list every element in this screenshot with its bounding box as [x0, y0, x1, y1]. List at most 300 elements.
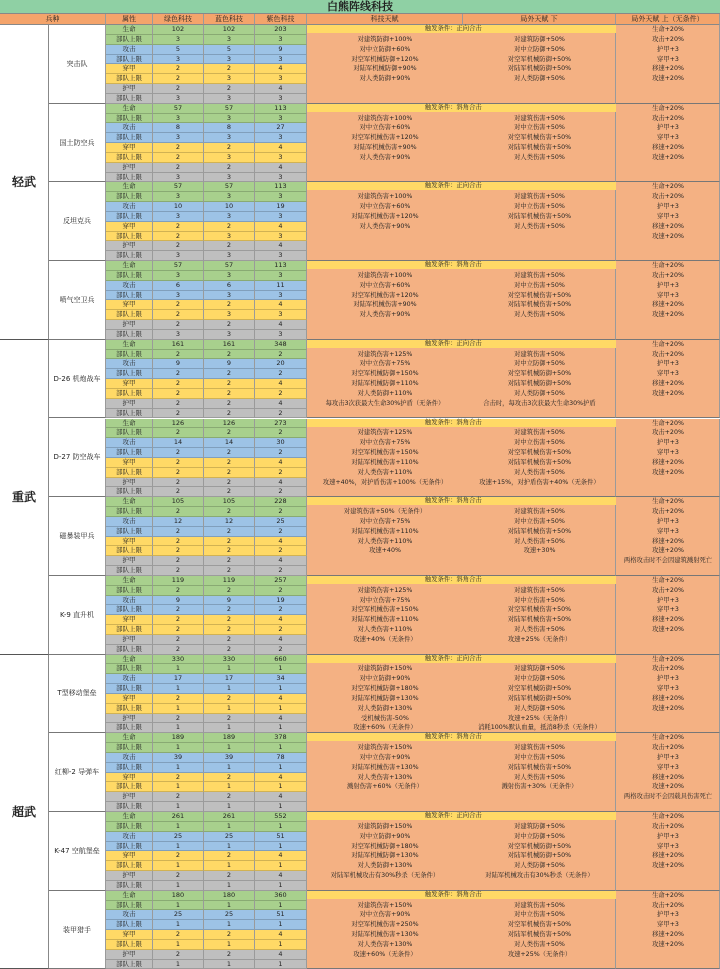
- outer-upper-line: 穿甲+3: [657, 527, 679, 535]
- outer-upper-line: 移速+20%: [652, 65, 684, 73]
- green-tech-value: 2: [153, 369, 204, 379]
- outer-lower-line: 对空军机械防御+50%: [507, 370, 572, 378]
- purple-tech-value: 3: [255, 74, 307, 84]
- unit-name: 磁暴装甲兵: [49, 497, 106, 576]
- outer-lower-line: 对空军机械防御+50%: [507, 685, 572, 693]
- green-tech-value: 180: [153, 891, 204, 901]
- header-attribute: 属性: [106, 14, 153, 25]
- purple-tech-value: 113: [255, 261, 307, 271]
- attr-label-penetration: 穿甲: [106, 615, 153, 625]
- tech-talent-line: 对陆军机械伤害+90%: [353, 144, 417, 152]
- blue-tech-value: 1: [204, 822, 255, 832]
- outer-upper-line: 攻击+20%: [652, 822, 684, 830]
- outer-lower-line: 对空军机械伤害+50%: [507, 134, 572, 142]
- attr-label-troop-cap: 部队上限: [106, 212, 153, 222]
- green-tech-value: 10: [153, 202, 204, 212]
- blue-tech-value: 2: [204, 163, 255, 173]
- green-tech-value: 105: [153, 497, 204, 507]
- attr-label-troop-cap: 部队上限: [106, 743, 153, 753]
- outer-lower-line: 攻速+15%，对护盾伤害+40%（无条件）: [479, 478, 600, 486]
- tech-talent-line: 对空军机械防御+150%: [351, 370, 419, 378]
- outer-upper-extra: 两格攻击时不会因载具伤害死亡: [623, 793, 713, 801]
- blue-tech-value: 2: [204, 320, 255, 330]
- purple-tech-value: 2: [255, 369, 307, 379]
- attr-label-penetration: 穿甲: [106, 537, 153, 547]
- attr-label-life: 生命: [106, 340, 153, 350]
- attr-label-troop-cap: 部队上限: [106, 94, 153, 104]
- outer-lower-line: 对中立防御+50%: [514, 675, 565, 683]
- outer-upper-line: 穿甲+3: [657, 685, 679, 693]
- tech-talent-line: 攻速+40%（无条件）: [353, 635, 417, 643]
- attr-label-life: 生命: [106, 104, 153, 114]
- outer-upper-line: 移速+20%: [652, 616, 684, 624]
- blue-tech-value: 2: [204, 930, 255, 940]
- tech-talent-line: 对人类伤害+90%: [359, 311, 411, 319]
- green-tech-value: 3: [153, 35, 204, 45]
- tech-talent-line: 对空军机械防御+120%: [351, 55, 419, 63]
- green-tech-value: 3: [153, 212, 204, 222]
- outer-upper-line: 护甲+3: [657, 439, 679, 447]
- outer-upper-line: 攻击+20%: [652, 665, 684, 673]
- blue-tech-value: 3: [204, 133, 255, 143]
- green-tech-value: 2: [153, 851, 204, 861]
- purple-tech-value: 4: [255, 694, 307, 704]
- green-tech-value: 2: [153, 537, 204, 547]
- green-tech-value: 2: [153, 222, 204, 232]
- purple-tech-value: 20: [255, 359, 307, 369]
- tech-talent-line: 攻速+60%（无条件）: [353, 950, 417, 958]
- outer-lower-line: 对建筑伤害+50%: [514, 193, 565, 201]
- blue-tech-value: 2: [204, 556, 255, 566]
- green-tech-value: 2: [153, 74, 204, 84]
- attr-label-troop-cap: 部队上限: [106, 369, 153, 379]
- blue-tech-value: 2: [204, 487, 255, 497]
- outer-lower-line: 攻速+25%（无条件）: [507, 635, 572, 643]
- tech-talent-line: 对建筑防御+150%: [357, 822, 413, 830]
- tech-talent-line: 对人类伤害+130%: [357, 773, 413, 781]
- green-tech-value: 39: [153, 753, 204, 763]
- attr-label-penetration: 穿甲: [106, 694, 153, 704]
- tech-talent-line: 对人类防御+110%: [357, 389, 413, 397]
- blue-tech-value: 105: [204, 497, 255, 507]
- attr-label-troop-cap: 部队上限: [106, 901, 153, 911]
- blue-tech-value: 2: [204, 143, 255, 153]
- outer-upper-line: 移速+20%: [652, 380, 684, 388]
- attr-label-life: 生命: [106, 812, 153, 822]
- green-tech-value: 12: [153, 517, 204, 527]
- tech-talent-line: 对中立伤害+60%: [359, 281, 411, 289]
- outer-lower-line: 对中立防御+50%: [514, 360, 565, 368]
- green-tech-value: 2: [153, 556, 204, 566]
- blue-tech-value: 17: [204, 674, 255, 684]
- blue-tech-value: 102: [204, 25, 255, 35]
- header-tech-talent: 科技天赋: [307, 14, 463, 25]
- purple-tech-value: 4: [255, 635, 307, 645]
- attr-label-penetration: 穿甲: [106, 379, 153, 389]
- unit-name: K-47 空航堡垒: [49, 812, 106, 891]
- tech-talent-line: 对中立伤害+90%: [359, 911, 411, 919]
- blue-tech-value: 3: [204, 94, 255, 104]
- green-tech-value: 2: [153, 468, 204, 478]
- tech-talent-line: 对建筑伤害+100%: [357, 114, 413, 122]
- outer-upper-line: 移速+20%: [652, 694, 684, 702]
- attr-label-troop-cap: 部队上限: [106, 723, 153, 733]
- outer-upper-line: 攻速+20%: [652, 389, 684, 397]
- attr-label-attack: 攻击: [106, 832, 153, 842]
- purple-tech-value: 2: [255, 350, 307, 360]
- purple-tech-value: 4: [255, 556, 307, 566]
- tech-talent-line: 对陆军机械防御+130%: [351, 694, 419, 702]
- blue-tech-value: 2: [204, 428, 255, 438]
- green-tech-value: 2: [153, 615, 204, 625]
- green-tech-value: 1: [153, 664, 204, 674]
- purple-tech-value: 2: [255, 448, 307, 458]
- green-tech-value: 2: [153, 379, 204, 389]
- trigger-condition: 触发条件：斜角合击: [307, 419, 616, 427]
- purple-tech-value: 4: [255, 143, 307, 153]
- tech-talent-line: 对人类防御+130%: [357, 704, 413, 712]
- trigger-condition: 触发条件：斜角合击: [307, 261, 616, 269]
- attr-label-armor: 护甲: [106, 478, 153, 488]
- green-tech-value: 8: [153, 123, 204, 133]
- blue-tech-value: 126: [204, 419, 255, 429]
- attr-label-life: 生命: [106, 419, 153, 429]
- tech-talent-line: 对陆军机械攻击有30%秒杀（无条件）: [330, 872, 440, 880]
- purple-tech-value: 25: [255, 517, 307, 527]
- attr-label-troop-cap: 部队上限: [106, 389, 153, 399]
- outer-upper-line: 穿甲+3: [657, 921, 679, 929]
- purple-tech-value: 3: [255, 232, 307, 242]
- blue-tech-value: 3: [204, 212, 255, 222]
- tech-talent-line: 对人类伤害+110%: [357, 537, 413, 545]
- outer-lower-line: 对人类伤害+50%: [514, 537, 565, 545]
- outer-upper-line: 移速+20%: [652, 458, 684, 466]
- attr-label-attack: 攻击: [106, 438, 153, 448]
- purple-tech-value: 78: [255, 753, 307, 763]
- tech-talent-line: 攻速+40%，对护盾伤害+100%（无条件）: [322, 478, 448, 486]
- blue-tech-value: 2: [204, 350, 255, 360]
- attr-label-penetration: 穿甲: [106, 64, 153, 74]
- tech-talent-line: 对中立伤害+90%: [359, 753, 411, 761]
- blue-tech-value: 2: [204, 566, 255, 576]
- tech-talent-line: 对人类防御+90%: [359, 75, 411, 83]
- blue-tech-value: 2: [204, 625, 255, 635]
- blue-tech-value: 2: [204, 468, 255, 478]
- blue-tech-value: 25: [204, 832, 255, 842]
- trigger-condition: 触发条件：斜角合击: [307, 576, 616, 584]
- green-tech-value: 9: [153, 596, 204, 606]
- outer-lower-line: 对陆军机械防御+50%: [507, 694, 572, 702]
- green-tech-value: 2: [153, 399, 204, 409]
- blue-tech-value: 189: [204, 733, 255, 743]
- outer-lower-line: 对人类伤害+50%: [514, 153, 565, 161]
- category-label: 超武: [0, 655, 49, 969]
- blue-tech-value: 2: [204, 448, 255, 458]
- blue-tech-value: 14: [204, 438, 255, 448]
- unit-name: 国土防空兵: [49, 104, 106, 183]
- attr-label-troop-cap: 部队上限: [106, 468, 153, 478]
- outer-upper-line: 攻击+20%: [652, 114, 684, 122]
- outer-upper-line: 护甲+3: [657, 124, 679, 132]
- green-tech-value: 2: [153, 241, 204, 251]
- tech-talent-line: 受机械伤害-50%: [361, 714, 409, 722]
- purple-tech-value: 1: [255, 881, 307, 891]
- blue-tech-value: 1: [204, 881, 255, 891]
- outer-lower-line: 对人类防御+50%: [514, 75, 565, 83]
- green-tech-value: 126: [153, 419, 204, 429]
- tech-talent-line: 对空军机械防御+180%: [351, 685, 419, 693]
- purple-tech-value: 27: [255, 123, 307, 133]
- outer-upper-line: 护甲+3: [657, 832, 679, 840]
- blue-tech-value: 2: [204, 389, 255, 399]
- attr-label-troop-cap: 部队上限: [106, 822, 153, 832]
- green-tech-value: 3: [153, 251, 204, 261]
- outer-upper-line: 护甲+3: [657, 753, 679, 761]
- blue-tech-value: 5: [204, 45, 255, 55]
- outer-lower-line: 对空军机械伤害+50%: [507, 606, 572, 614]
- green-tech-value: 161: [153, 340, 204, 350]
- green-tech-value: 2: [153, 773, 204, 783]
- green-tech-value: 2: [153, 507, 204, 517]
- blue-tech-value: 2: [204, 478, 255, 488]
- blue-tech-value: 25: [204, 910, 255, 920]
- green-tech-value: 2: [153, 566, 204, 576]
- green-tech-value: 57: [153, 261, 204, 271]
- blue-tech-value: 1: [204, 763, 255, 773]
- attr-label-troop-cap: 部队上限: [106, 409, 153, 419]
- blue-tech-value: 119: [204, 576, 255, 586]
- purple-tech-value: 3: [255, 35, 307, 45]
- attr-label-troop-cap: 部队上限: [106, 704, 153, 714]
- attr-label-life: 生命: [106, 891, 153, 901]
- blue-tech-value: 161: [204, 340, 255, 350]
- blue-tech-value: 2: [204, 694, 255, 704]
- green-tech-value: 1: [153, 802, 204, 812]
- attr-label-troop-cap: 部队上限: [106, 192, 153, 202]
- purple-tech-value: 9: [255, 45, 307, 55]
- outer-upper-line: 生命+20%: [652, 104, 684, 112]
- blue-tech-value: 1: [204, 901, 255, 911]
- green-tech-value: 2: [153, 428, 204, 438]
- outer-upper-line: 移速+20%: [652, 931, 684, 939]
- green-tech-value: 25: [153, 832, 204, 842]
- purple-tech-value: 2: [255, 468, 307, 478]
- purple-tech-value: 1: [255, 802, 307, 812]
- outer-lower-line: 对人类伤害+50%: [514, 940, 565, 948]
- attr-label-attack: 攻击: [106, 674, 153, 684]
- attr-label-life: 生命: [106, 733, 153, 743]
- purple-tech-value: 1: [255, 763, 307, 773]
- green-tech-value: 2: [153, 232, 204, 242]
- outer-lower-line: 对空军机械伤害+50%: [507, 291, 572, 299]
- outer-lower-line: 对陆军机械伤害+50%: [507, 144, 572, 152]
- unit-name: 突击队: [49, 25, 106, 104]
- purple-tech-value: 1: [255, 782, 307, 792]
- outer-lower-line: 对陆军机械伤害+50%: [507, 931, 572, 939]
- blue-tech-value: 1: [204, 704, 255, 714]
- attr-label-life: 生命: [106, 261, 153, 271]
- outer-upper-line: 攻击+20%: [652, 508, 684, 516]
- unit-name: 装甲猎手: [49, 891, 106, 969]
- purple-tech-value: 4: [255, 379, 307, 389]
- outer-lower-line: 对空军机械伤害+50%: [507, 921, 572, 929]
- outer-upper-line: 护甲+3: [657, 45, 679, 53]
- attr-label-armor: 护甲: [106, 792, 153, 802]
- blue-tech-value: 1: [204, 802, 255, 812]
- attr-label-troop-cap: 部队上限: [106, 133, 153, 143]
- header-unit-type: 兵种: [0, 14, 106, 25]
- attr-label-troop-cap: 部队上限: [106, 55, 153, 65]
- attr-label-attack: 攻击: [106, 45, 153, 55]
- purple-tech-value: 4: [255, 163, 307, 173]
- outer-upper-line: 攻速+20%: [652, 311, 684, 319]
- tech-talent-line: 对人类伤害+90%: [359, 153, 411, 161]
- outer-upper-line: 攻速+20%: [652, 626, 684, 634]
- tech-talent-line: 对空军机械伤害+120%: [351, 134, 419, 142]
- green-tech-value: 261: [153, 812, 204, 822]
- blue-tech-value: 3: [204, 310, 255, 320]
- attr-label-troop-cap: 部队上限: [106, 861, 153, 871]
- attr-label-troop-cap: 部队上限: [106, 448, 153, 458]
- trigger-condition: 触发条件：斜角合击: [307, 733, 616, 741]
- outer-lower-line: 对空军机械防御+50%: [507, 55, 572, 63]
- green-tech-value: 2: [153, 320, 204, 330]
- purple-tech-value: 3: [255, 133, 307, 143]
- outer-lower-line: 对空军机械伤害+50%: [507, 449, 572, 456]
- outer-upper-line: 攻速+20%: [652, 704, 684, 712]
- outer-upper-line: 攻速+20%: [652, 232, 684, 240]
- blue-tech-value: 2: [204, 714, 255, 724]
- green-tech-value: 2: [153, 635, 204, 645]
- attr-label-penetration: 穿甲: [106, 143, 153, 153]
- green-tech-value: 2: [153, 527, 204, 537]
- outer-lower-line: 对人类伤害+50%: [514, 222, 565, 230]
- purple-tech-value: 1: [255, 920, 307, 930]
- blue-tech-value: 261: [204, 812, 255, 822]
- purple-tech-value: 2: [255, 409, 307, 419]
- blue-tech-value: 1: [204, 920, 255, 930]
- green-tech-value: 330: [153, 655, 204, 665]
- green-tech-value: 1: [153, 861, 204, 871]
- purple-tech-value: 2: [255, 428, 307, 438]
- attr-label-penetration: 穿甲: [106, 930, 153, 940]
- attr-label-armor: 护甲: [106, 714, 153, 724]
- attr-label-armor: 护甲: [106, 556, 153, 566]
- purple-tech-value: 660: [255, 655, 307, 665]
- purple-tech-value: 2: [255, 566, 307, 576]
- green-tech-value: 3: [153, 173, 204, 183]
- purple-tech-value: 4: [255, 399, 307, 409]
- attr-label-life: 生命: [106, 182, 153, 192]
- attr-label-troop-cap: 部队上限: [106, 605, 153, 615]
- blue-tech-value: 2: [204, 369, 255, 379]
- attr-label-troop-cap: 部队上限: [106, 271, 153, 281]
- outer-upper-line: 生命+20%: [652, 891, 684, 899]
- blue-tech-value: 2: [204, 615, 255, 625]
- attr-label-penetration: 穿甲: [106, 773, 153, 783]
- blue-tech-value: 39: [204, 753, 255, 763]
- green-tech-value: 1: [153, 901, 204, 911]
- attr-label-life: 生命: [106, 655, 153, 665]
- outer-lower-line: 对陆军机械防御+50%: [507, 380, 572, 388]
- outer-upper-line: 生命+20%: [652, 340, 684, 348]
- outer-upper-line: 移速+20%: [652, 537, 684, 545]
- outer-lower-line: 对陆军机械伤害+50%: [507, 301, 572, 309]
- blue-tech-value: 2: [204, 507, 255, 517]
- green-tech-value: 14: [153, 438, 204, 448]
- outer-upper-line: 生命+20%: [652, 183, 684, 191]
- blue-tech-value: 2: [204, 546, 255, 556]
- attr-label-troop-cap: 部队上限: [106, 35, 153, 45]
- outer-upper-line: 攻击+20%: [652, 586, 684, 594]
- purple-tech-value: 1: [255, 743, 307, 753]
- header-green-tech: 绿色科技: [153, 14, 204, 25]
- green-tech-value: 2: [153, 930, 204, 940]
- blue-tech-value: 2: [204, 635, 255, 645]
- green-tech-value: 5: [153, 45, 204, 55]
- green-tech-value: 2: [153, 586, 204, 596]
- purple-tech-value: 2: [255, 487, 307, 497]
- purple-tech-value: 4: [255, 64, 307, 74]
- outer-lower-line: 对中立伤害+50%: [514, 439, 565, 447]
- attr-label-armor: 护甲: [106, 635, 153, 645]
- purple-tech-value: 1: [255, 723, 307, 733]
- green-tech-value: 3: [153, 192, 204, 202]
- tech-talent-line: 对建筑伤害+100%: [357, 193, 413, 201]
- trigger-condition: 触发条件：斜角合击: [307, 891, 616, 899]
- blue-tech-value: 2: [204, 537, 255, 547]
- green-tech-value: 3: [153, 291, 204, 301]
- blue-tech-value: 3: [204, 192, 255, 202]
- green-tech-value: 3: [153, 55, 204, 65]
- blue-tech-value: 180: [204, 891, 255, 901]
- green-tech-value: 1: [153, 723, 204, 733]
- green-tech-value: 2: [153, 625, 204, 635]
- outer-upper-line: 穿甲+3: [657, 55, 679, 63]
- outer-upper-line: 生命+20%: [652, 419, 684, 427]
- attr-label-troop-cap: 部队上限: [106, 625, 153, 635]
- attr-label-attack: 攻击: [106, 596, 153, 606]
- tech-talent-line: 对建筑伤害+150%: [357, 744, 413, 752]
- purple-tech-value: 3: [255, 173, 307, 183]
- attr-label-troop-cap: 部队上限: [106, 428, 153, 438]
- page-title: 白熊阵线科技: [0, 0, 720, 14]
- outer-upper-extra: 两格攻击时不会因建筑溅射死亡: [623, 557, 713, 565]
- attr-label-troop-cap: 部队上限: [106, 881, 153, 891]
- trigger-condition: 触发条件：正向合击: [307, 182, 616, 190]
- header-outer-lower: 局外天赋 下: [463, 14, 616, 25]
- tech-talent-line: 对空军机械伤害+250%: [351, 921, 419, 929]
- purple-tech-value: 4: [255, 792, 307, 802]
- outer-upper-line: 护甲+3: [657, 360, 679, 368]
- blue-tech-value: 2: [204, 84, 255, 94]
- blue-tech-value: 2: [204, 851, 255, 861]
- blue-tech-value: 2: [204, 409, 255, 419]
- outer-lower-line: 对陆军机械伤害+50%: [507, 616, 572, 624]
- green-tech-value: 1: [153, 881, 204, 891]
- unit-name: 喷气空卫兵: [49, 261, 106, 340]
- outer-upper-line: 生命+20%: [652, 262, 684, 270]
- outer-lower-line: 对中立伤害+50%: [514, 124, 565, 132]
- tech-talent-line: 对中立伤害+75%: [359, 360, 411, 368]
- outer-upper-line: 穿甲+3: [657, 291, 679, 299]
- green-tech-value: 2: [153, 153, 204, 163]
- purple-tech-value: 113: [255, 182, 307, 192]
- attr-label-troop-cap: 部队上限: [106, 842, 153, 852]
- green-tech-value: 1: [153, 940, 204, 950]
- blue-tech-value: 1: [204, 723, 255, 733]
- blue-tech-value: 2: [204, 527, 255, 537]
